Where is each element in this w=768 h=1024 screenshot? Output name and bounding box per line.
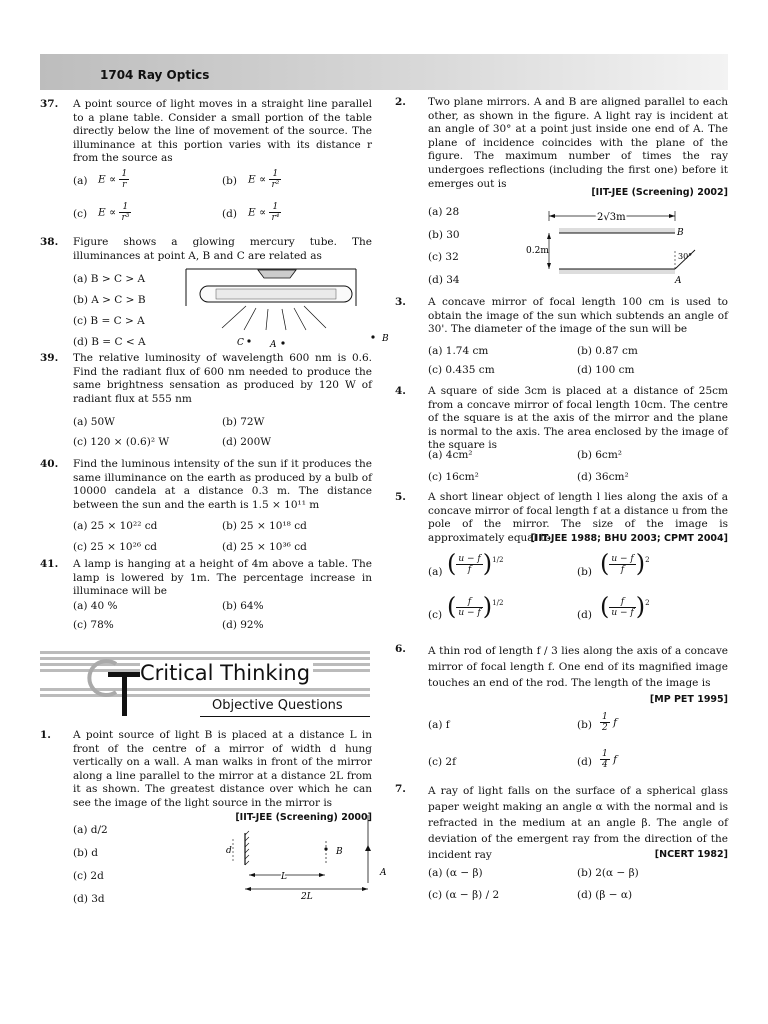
question-number: 1. xyxy=(40,729,51,741)
option-c[interactable]: (c) 32 xyxy=(428,251,459,263)
label-a: A xyxy=(675,276,682,286)
ct-question-7 xyxy=(395,783,728,908)
option-b[interactable]: (b) 2(α − β) xyxy=(577,867,639,879)
option-d[interactable]: (d) 92% xyxy=(222,619,264,631)
option-c-expr: E ∝ $\frac{1}{\text{r³}}$ xyxy=(98,202,130,223)
option-b-expr: $\frac{1}{2}$ f xyxy=(602,712,617,733)
option-c[interactable]: (c) B = C > A xyxy=(73,315,145,327)
option-c-expr: ( $\frac{f}{u - f}$ )$^{1/2}$ xyxy=(447,592,504,621)
option-b[interactable]: (b) d xyxy=(73,847,98,859)
option-c[interactable]: (c) (α − β) / 2 xyxy=(428,889,500,901)
question-number: 6. xyxy=(395,643,406,655)
ct-subtitle: Objective Questions xyxy=(212,698,343,713)
option-a[interactable]: (a) 28 xyxy=(428,206,460,218)
question-number: 38. xyxy=(40,236,59,248)
question-37 xyxy=(40,98,372,233)
option-a[interactable]: (a) 4cm² xyxy=(428,449,473,461)
option-c[interactable]: (c) 2d xyxy=(73,870,104,882)
option-b[interactable]: (b) xyxy=(222,175,237,187)
question-text: A point source of light moves in a straight line parallel to a plane table. Consider a small portion of the table directly below the line of movement of the source. The illuminance at this portion varies with its distance r from the source as xyxy=(73,98,372,165)
option-c[interactable]: (c) 120 × (0.6)² W xyxy=(73,436,170,448)
question-number: 7. xyxy=(395,783,406,795)
ct-question-6 xyxy=(395,643,728,778)
label-a: A xyxy=(380,868,387,878)
label-b: B xyxy=(677,228,684,238)
option-d[interactable]: (d) xyxy=(577,756,592,768)
question-text: A lamp is hanging at a height of 4m above a table. The lamp is lowered by 1m. The percentage increase in illuminace will be xyxy=(73,558,372,598)
option-b-expr: E ∝ $\frac{1}{\text{r²}}$ xyxy=(248,169,280,190)
question-text: A thin rod of length f / 3 lies along the axis of a concave mirror of focal length f. One end of its magnified image touches an end of the rod. The length of the image is xyxy=(428,645,728,689)
question-text: Find the luminous intensity of the sun if it produces the same illuminance on the earth as produced by a bulb of 10000 candela at a distance 0.3 m. The distance between the sun and the earth is 1.5 × 10¹¹ m xyxy=(73,458,372,511)
label-c: C xyxy=(237,338,244,348)
option-c[interactable]: (c) 16cm² xyxy=(428,471,479,483)
question-text: A concave mirror of focal length 100 cm is used to obtain the image of the sun which subtends an angle of 30'. The diameter of the image of the sun will be xyxy=(428,296,728,336)
option-a-expr: E ∝ $\frac{1}{r}$ xyxy=(98,169,128,190)
question-source: [IIT-JEE (Screening) 2002] xyxy=(591,187,728,198)
option-b[interactable]: (b) 6cm² xyxy=(577,449,622,461)
label-height: 0.2m xyxy=(526,246,549,256)
option-d[interactable]: (d) xyxy=(577,609,592,621)
label-d: d xyxy=(226,846,232,856)
question-text: A square of side 3cm is placed at a distance of 25cm from a concave mirror of focal length 10cm. The centre of the square is at the axis of the mirror and the plane is normal to the axis. The area enclosed by the image of the square is xyxy=(428,385,728,452)
option-b[interactable]: (b) 64% xyxy=(222,600,264,612)
label-2l: 2L xyxy=(301,892,313,902)
label-b: B xyxy=(336,847,343,857)
option-d-expr: ( $\frac{f}{u - f}$ )$^2$ xyxy=(600,592,650,621)
question-source: [MP PET 1995] xyxy=(649,694,728,705)
ct-question-5 xyxy=(395,491,728,641)
option-b[interactable]: (b) 25 × 10¹⁸ cd xyxy=(222,520,307,532)
option-a-expr: ( $\frac{u - f}{f}$ )$^{1/2}$ xyxy=(447,549,504,578)
mirror-figure xyxy=(225,811,387,903)
option-a[interactable]: (a) 40 % xyxy=(73,600,118,612)
option-d[interactable]: (d) 36cm² xyxy=(577,471,629,483)
option-a[interactable]: (a) 1.74 cm xyxy=(428,345,489,357)
option-b[interactable]: (b) 0.87 cm xyxy=(577,345,638,357)
option-c[interactable]: (c) xyxy=(73,208,88,220)
question-number: 2. xyxy=(395,96,406,108)
option-b[interactable]: (b) xyxy=(577,566,592,578)
option-d[interactable]: (d) 34 xyxy=(428,274,460,286)
ct-title: Critical Thinking xyxy=(140,662,313,684)
label-a: A xyxy=(270,340,277,350)
question-text: The relative luminosity of wavelength 600 nm is 0.6. Find the radiant flux of 600 nm needed to produce the same brightness sensation as produced by 120 W of radiant flux at 555 nm xyxy=(73,352,372,405)
question-number: 41. xyxy=(40,558,59,570)
option-c[interactable]: (c) xyxy=(428,609,443,621)
question-number: 5. xyxy=(395,491,406,503)
option-a[interactable]: (a) B > C > A xyxy=(73,273,146,285)
ct-question-3 xyxy=(395,296,728,378)
option-a[interactable]: (a) xyxy=(73,175,88,187)
option-d[interactable]: (d) (β − α) xyxy=(577,889,633,901)
ct-question-2 xyxy=(395,96,728,294)
label-b: B xyxy=(382,334,389,344)
page-title: 1704 Ray Optics xyxy=(100,68,210,82)
option-d[interactable]: (d) 200W xyxy=(222,436,272,448)
option-a[interactable]: (a) 25 × 10²² cd xyxy=(73,520,158,532)
question-number: 3. xyxy=(395,296,406,308)
question-text: A ray of light falls on the surface of a spherical glass paper weight making an angle α with the normal and is refracted in the medium at an angle β. The angle of deviation of the emergent ray from the direction of the incident ray xyxy=(428,785,728,861)
option-b[interactable]: (b) A > C > B xyxy=(73,294,146,306)
question-text: A short linear object of length l lies along the axis of a concave mirror of focal length f at a distance u from the pole of the mirror. The size of the image is approximately equal to xyxy=(428,491,728,544)
option-c[interactable]: (c) 25 × 10²⁶ cd xyxy=(73,541,157,553)
question-number: 40. xyxy=(40,458,59,470)
ct-underline xyxy=(200,716,370,717)
critical-thinking-banner xyxy=(40,648,370,718)
question-text: Figure shows a glowing mercury tube. The illuminances at point A, B and C are related as xyxy=(73,236,372,262)
option-a[interactable]: (a) (α − β) xyxy=(428,867,483,879)
option-d[interactable]: (d) 100 cm xyxy=(577,364,635,376)
option-d[interactable]: (d) 3d xyxy=(73,893,105,905)
option-d[interactable]: (d) B = C < A xyxy=(73,336,146,348)
question-source: [IIT-JEE 1988; BHU 2003; CPMT 2004] xyxy=(530,533,728,544)
ct-question-4 xyxy=(395,385,728,485)
ct-question-1 xyxy=(40,729,387,909)
question-text: A point source of light B is placed at a distance L in front of the centre of a mirror of width d hung vertically on a wall. A man walks in front of the mirror along a line parallel to the mirror at a distance 2L from it as shown. The greatest distance over which he can see the image of the light source in the mirror is [IIT-JEE (Screening) 2000] xyxy=(73,729,372,823)
option-d[interactable]: (d) 25 × 10³⁶ cd xyxy=(222,541,307,553)
question-41 xyxy=(40,558,372,638)
mercury-tube-figure xyxy=(186,266,389,350)
option-d[interactable]: (d) xyxy=(222,208,237,220)
option-b[interactable]: (b) 30 xyxy=(428,229,460,241)
option-a[interactable]: (a) d/2 xyxy=(73,824,108,836)
question-39 xyxy=(40,352,372,452)
option-c[interactable]: (c) 78% xyxy=(73,619,114,631)
question-number: 37. xyxy=(40,98,59,110)
page-header xyxy=(40,54,728,90)
option-c[interactable]: (c) 2f xyxy=(428,756,456,768)
option-d-expr: E ∝ $\frac{1}{\text{r⁴}}$ xyxy=(248,202,280,223)
question-source: [NCERT 1982] xyxy=(654,849,728,860)
label-angle: 30° xyxy=(678,252,693,261)
question-source: [IIT-JEE (Screening) 2000] xyxy=(235,811,372,823)
parallel-mirrors-figure xyxy=(526,206,707,286)
label-l: L xyxy=(281,872,287,882)
option-b-expr: ( $\frac{u - f}{f}$ )$^2$ xyxy=(600,549,650,578)
question-text: Two plane mirrors. A and B are aligned parallel to each other, as shown in the figure. A light ray is incident at an angle of 30° at a point just inside one end of A. The plane of incidence coincides with the plane of the figure. The maximum number of times the ray undergoes reflections (including the first one) before it emerges out is xyxy=(428,96,728,190)
option-b[interactable]: (b) xyxy=(577,719,592,731)
label-length: 2√3m xyxy=(597,212,626,223)
option-a[interactable]: (a) 50W xyxy=(73,416,115,428)
option-d-expr: $\frac{1}{4}$ f xyxy=(602,749,617,770)
option-a[interactable]: (a) xyxy=(428,566,443,578)
option-a[interactable]: (a) f xyxy=(428,719,450,731)
question-number: 39. xyxy=(40,352,59,364)
question-40 xyxy=(40,458,372,558)
question-38 xyxy=(40,236,389,350)
option-b[interactable]: (b) 72W xyxy=(222,416,265,428)
question-number: 4. xyxy=(395,385,406,397)
option-c[interactable]: (c) 0.435 cm xyxy=(428,364,495,376)
